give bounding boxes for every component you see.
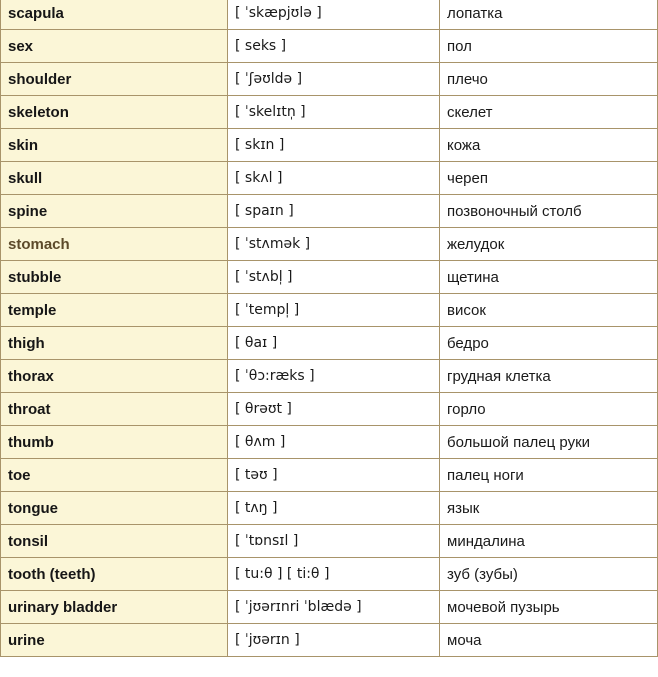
english-word: thumb xyxy=(1,426,228,459)
russian-translation: горло xyxy=(440,393,658,426)
transcription: [ ˈθɔ:ræks ] xyxy=(228,360,440,393)
table-row xyxy=(1,96,658,129)
table-row xyxy=(1,426,658,459)
table-row xyxy=(1,228,658,261)
russian-translation: грудная клетка xyxy=(440,360,658,393)
russian-translation: палец ноги xyxy=(440,459,658,492)
russian-translation: бедро xyxy=(440,327,658,360)
transcription: [ ˈjʊərɪnri ˈblædə ] xyxy=(228,591,440,624)
transcription: [ skɪn ] xyxy=(228,129,440,162)
transcription: [ skʌl ] xyxy=(228,162,440,195)
russian-translation: желудок xyxy=(440,228,658,261)
english-word: thigh xyxy=(1,327,228,360)
russian-translation: большой палец руки xyxy=(440,426,658,459)
transcription: [ ˈskæpjʊlə ] xyxy=(228,0,440,30)
russian-translation: пол xyxy=(440,30,658,63)
english-word: throat xyxy=(1,393,228,426)
english-word: toe xyxy=(1,459,228,492)
table-row xyxy=(1,393,658,426)
english-word: skeleton xyxy=(1,96,228,129)
table-row xyxy=(1,294,658,327)
english-word: urinary bladder xyxy=(1,591,228,624)
russian-translation: моча xyxy=(440,624,658,657)
russian-translation: зуб (зубы) xyxy=(440,558,658,591)
english-word: skull xyxy=(1,162,228,195)
russian-translation: кожа xyxy=(440,129,658,162)
transcription: [ tu:θ ] [ ti:θ ] xyxy=(228,558,440,591)
transcription: [ təʊ ] xyxy=(228,459,440,492)
transcription: [ θʌm ] xyxy=(228,426,440,459)
russian-translation: скелет xyxy=(440,96,658,129)
russian-translation: позвоночный столб xyxy=(440,195,658,228)
russian-translation: череп xyxy=(440,162,658,195)
english-word: skin xyxy=(1,129,228,162)
english-word: tooth (teeth) xyxy=(1,558,228,591)
transcription: [ tʌŋ ] xyxy=(228,492,440,525)
transcription: [ θaɪ ] xyxy=(228,327,440,360)
english-word: tongue xyxy=(1,492,228,525)
table-row xyxy=(1,591,658,624)
transcription: [ ˈskelɪtn̩ ] xyxy=(228,96,440,129)
table-row xyxy=(1,459,658,492)
russian-translation: висок xyxy=(440,294,658,327)
english-word: spine xyxy=(1,195,228,228)
english-word: stubble xyxy=(1,261,228,294)
table-row xyxy=(1,261,658,294)
transcription: [ ˈstʌbl̩ ] xyxy=(228,261,440,294)
transcription: [ ˈtempl̩ ] xyxy=(228,294,440,327)
transcription: [ spaɪn ] xyxy=(228,195,440,228)
table-row xyxy=(1,195,658,228)
table-row xyxy=(1,327,658,360)
table-row xyxy=(1,525,658,558)
table-row xyxy=(1,162,658,195)
russian-translation: лопатка xyxy=(440,0,658,30)
table-row xyxy=(1,129,658,162)
english-word: tonsil xyxy=(1,525,228,558)
english-word: thorax xyxy=(1,360,228,393)
russian-translation: щетина xyxy=(440,261,658,294)
english-word: urine xyxy=(1,624,228,657)
table-row xyxy=(1,624,658,657)
table-row xyxy=(1,360,658,393)
transcription: [ seks ] xyxy=(228,30,440,63)
transcription: [ ˈtɒnsɪl ] xyxy=(228,525,440,558)
russian-translation: мочевой пузырь xyxy=(440,591,658,624)
english-word: stomach xyxy=(1,228,228,261)
english-word: shoulder xyxy=(1,63,228,96)
russian-translation: миндалина xyxy=(440,525,658,558)
english-word: sex xyxy=(1,30,228,63)
transcription: [ ˈjʊərɪn ] xyxy=(228,624,440,657)
table-row xyxy=(1,492,658,525)
transcription: [ ˈstʌmək ] xyxy=(228,228,440,261)
table-row xyxy=(1,0,658,30)
table-row xyxy=(1,63,658,96)
table-row xyxy=(1,558,658,591)
transcription: [ θrəʊt ] xyxy=(228,393,440,426)
english-word: temple xyxy=(1,294,228,327)
russian-translation: плечо xyxy=(440,63,658,96)
english-word: scapula xyxy=(1,0,228,30)
transcription: [ ˈʃəʊldə ] xyxy=(228,63,440,96)
table-row xyxy=(1,30,658,63)
russian-translation: язык xyxy=(440,492,658,525)
